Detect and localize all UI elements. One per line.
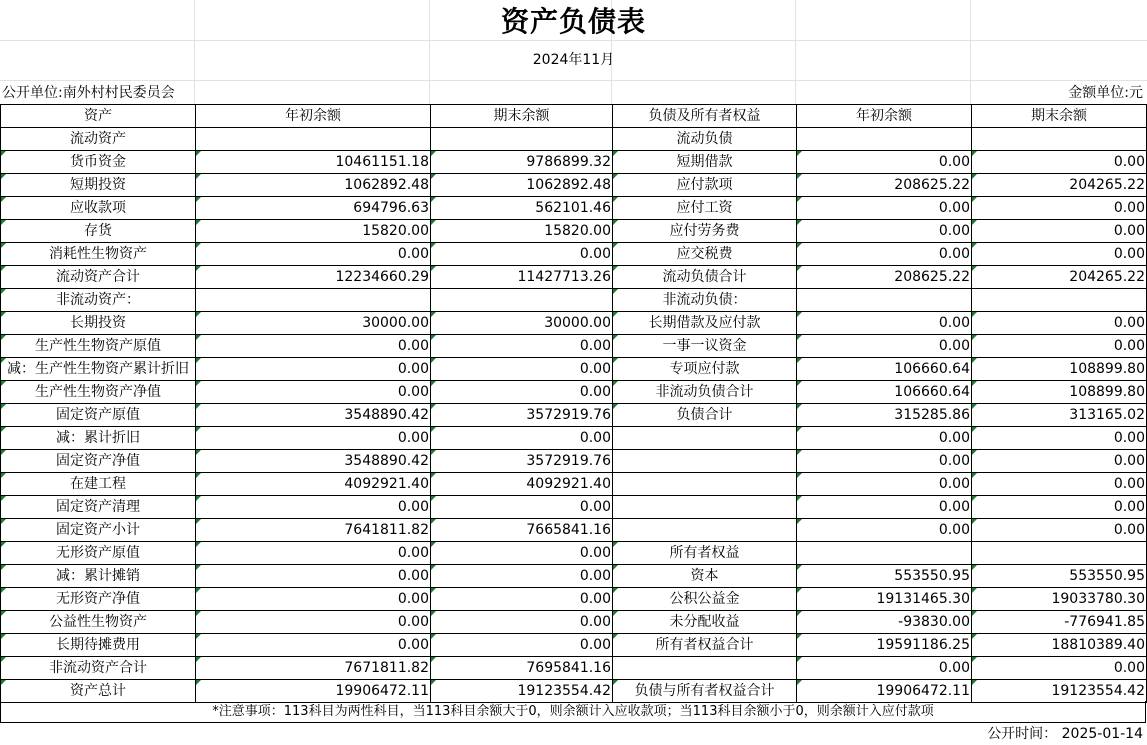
amount-cell[interactable]: 30000.00 [196, 312, 431, 335]
row-label-cell[interactable]: 减：累计摊销 [1, 565, 196, 588]
table-row [1, 519, 1147, 542]
row-label-cell[interactable]: 流动负债 [613, 128, 797, 151]
currency-unit: 金额单位:元 [1068, 85, 1143, 101]
amount-cell[interactable]: 0.00 [431, 565, 613, 588]
amount-cell[interactable]: 315285.86 [797, 404, 972, 427]
amount-cell[interactable]: 3572919.76 [431, 450, 613, 473]
row-label-cell[interactable]: 无形资产原值 [1, 542, 196, 565]
amount-cell[interactable]: 0.00 [972, 450, 1147, 473]
amount-cell[interactable]: 18810389.40 [972, 634, 1147, 657]
table-row [1, 197, 1147, 220]
row-label-cell[interactable]: 负债合计 [613, 404, 797, 427]
table-row [1, 542, 1147, 565]
amount-cell[interactable]: 0.00 [972, 657, 1147, 680]
row-label-cell[interactable] [613, 496, 797, 519]
row-label-cell[interactable] [613, 473, 797, 496]
row-label-cell[interactable]: 生产性生物资产净值 [1, 381, 196, 404]
amount-cell[interactable]: -93830.00 [797, 611, 972, 634]
row-label-cell[interactable]: 应付劳务费 [613, 220, 797, 243]
row-label-cell[interactable]: 固定资产原值 [1, 404, 196, 427]
amount-cell[interactable] [196, 289, 431, 312]
amount-cell[interactable]: 553550.95 [797, 565, 972, 588]
amount-cell[interactable] [431, 128, 613, 151]
amount-cell[interactable]: 106660.64 [797, 381, 972, 404]
amount-cell[interactable]: 0.00 [196, 358, 431, 381]
row-label-cell[interactable]: 存货 [1, 220, 196, 243]
amount-cell[interactable]: 108899.80 [972, 358, 1147, 381]
table-row [1, 450, 1147, 473]
amount-cell[interactable] [797, 289, 972, 312]
report-period: 2024年11月 [532, 52, 615, 68]
amount-cell[interactable]: 19906472.11 [797, 680, 972, 703]
amount-cell[interactable]: 0.00 [972, 220, 1147, 243]
amount-cell[interactable]: 3548890.42 [196, 404, 431, 427]
amount-cell[interactable]: 0.00 [972, 335, 1147, 358]
row-label-cell[interactable]: 一事一议资金 [613, 335, 797, 358]
amount-cell[interactable]: 0.00 [972, 473, 1147, 496]
table-row [1, 358, 1147, 381]
amount-cell[interactable]: 19123554.42 [431, 680, 613, 703]
column-header[interactable]: 年初余额 [797, 105, 972, 128]
table-row [1, 657, 1147, 680]
row-label-cell[interactable]: 流动资产合计 [1, 266, 196, 289]
amount-cell[interactable] [972, 128, 1147, 151]
amount-cell[interactable]: 4092921.40 [196, 473, 431, 496]
amount-cell[interactable]: 19906472.11 [196, 680, 431, 703]
table-row [1, 312, 1147, 335]
amount-cell[interactable]: 0.00 [972, 312, 1147, 335]
amount-cell[interactable]: 19131465.30 [797, 588, 972, 611]
amount-cell[interactable]: 0.00 [431, 496, 613, 519]
amount-cell[interactable]: 106660.64 [797, 358, 972, 381]
table-row [1, 588, 1147, 611]
row-label-cell[interactable]: 在建工程 [1, 473, 196, 496]
amount-cell[interactable]: 10461151.18 [196, 151, 431, 174]
row-label-cell[interactable]: 生产性生物资产原值 [1, 335, 196, 358]
amount-cell[interactable]: 108899.80 [972, 381, 1147, 404]
amount-cell[interactable]: 1062892.48 [431, 174, 613, 197]
amount-cell[interactable]: 553550.95 [972, 565, 1147, 588]
table-row [1, 151, 1147, 174]
amount-cell[interactable]: -776941.85 [972, 611, 1147, 634]
table-row [1, 220, 1147, 243]
amount-cell[interactable]: 0.00 [797, 496, 972, 519]
amount-cell[interactable]: 0.00 [797, 197, 972, 220]
amount-cell[interactable]: 19591186.25 [797, 634, 972, 657]
amount-cell[interactable]: 0.00 [972, 496, 1147, 519]
footnote: *注意事项：113科目为两性科目，当113科目余额大于0，则余额计入应收款项；当113科目余额小于0，则余额计入应付款项 [0, 701, 1146, 723]
row-label-cell[interactable]: 资本 [613, 565, 797, 588]
row-label-cell[interactable]: 非流动负债： [613, 289, 797, 312]
row-label-cell[interactable]: 减：生产性生物资产累计折旧 [1, 358, 196, 381]
amount-cell[interactable]: 0.00 [196, 427, 431, 450]
amount-cell[interactable] [972, 542, 1147, 565]
table-row [1, 427, 1147, 450]
amount-cell[interactable]: 3572919.76 [431, 404, 613, 427]
row-label-cell[interactable]: 资产总计 [1, 680, 196, 703]
row-label-cell[interactable]: 流动负债合计 [613, 266, 797, 289]
amount-cell[interactable]: 7665841.16 [431, 519, 613, 542]
row-label-cell[interactable]: 公积公益金 [613, 588, 797, 611]
amount-cell[interactable]: 0.00 [797, 243, 972, 266]
amount-cell[interactable]: 0.00 [196, 588, 431, 611]
table-row [1, 565, 1147, 588]
amount-cell[interactable]: 3548890.42 [196, 450, 431, 473]
table-row [1, 496, 1147, 519]
amount-cell[interactable]: 15820.00 [196, 220, 431, 243]
amount-cell[interactable]: 19123554.42 [972, 680, 1147, 703]
table-row [1, 381, 1147, 404]
row-label-cell[interactable] [613, 427, 797, 450]
amount-cell[interactable]: 7695841.16 [431, 657, 613, 680]
amount-cell[interactable]: 208625.22 [797, 174, 972, 197]
amount-cell[interactable]: 313165.02 [972, 404, 1147, 427]
amount-cell[interactable]: 0.00 [196, 496, 431, 519]
row-label-cell[interactable]: 应交税费 [613, 243, 797, 266]
amount-cell[interactable]: 208625.22 [797, 266, 972, 289]
amount-cell[interactable]: 0.00 [431, 381, 613, 404]
column-header[interactable]: 期末余额 [972, 105, 1147, 128]
amount-cell[interactable]: 694796.63 [196, 197, 431, 220]
amount-cell[interactable]: 0.00 [196, 335, 431, 358]
amount-cell[interactable]: 0.00 [196, 243, 431, 266]
row-label-cell[interactable]: 非流动资产合计 [1, 657, 196, 680]
amount-cell[interactable]: 0.00 [797, 427, 972, 450]
amount-cell[interactable]: 0.00 [196, 611, 431, 634]
row-label-cell[interactable]: 无形资产净值 [1, 588, 196, 611]
row-label-cell[interactable] [613, 519, 797, 542]
table-row [1, 473, 1147, 496]
amount-cell[interactable]: 0.00 [797, 657, 972, 680]
amount-cell[interactable]: 0.00 [431, 542, 613, 565]
row-label-cell[interactable]: 流动资产 [1, 128, 196, 151]
amount-cell[interactable]: 0.00 [972, 243, 1147, 266]
amount-cell[interactable] [797, 128, 972, 151]
table-row [1, 266, 1147, 289]
row-label-cell[interactable]: 非流动负债合计 [613, 381, 797, 404]
row-label-cell[interactable]: 短期借款 [613, 151, 797, 174]
column-header[interactable]: 负债及所有者权益 [613, 105, 797, 128]
row-label-cell[interactable]: 负债与所有者权益合计 [613, 680, 797, 703]
row-label-cell[interactable]: 消耗性生物资产 [1, 243, 196, 266]
table-row [1, 174, 1147, 197]
amount-cell[interactable]: 0.00 [431, 611, 613, 634]
row-label-cell[interactable]: 所有者权益 [613, 542, 797, 565]
amount-cell[interactable]: 0.00 [797, 335, 972, 358]
row-label-cell[interactable]: 所有者权益合计 [613, 634, 797, 657]
amount-cell[interactable]: 0.00 [797, 519, 972, 542]
amount-cell[interactable]: 4092921.40 [431, 473, 613, 496]
table-row [1, 404, 1147, 427]
amount-cell[interactable]: 0.00 [797, 220, 972, 243]
row-label-cell[interactable]: 长期投资 [1, 312, 196, 335]
amount-cell[interactable]: 0.00 [196, 381, 431, 404]
table-row [1, 611, 1147, 634]
row-label-cell[interactable]: 固定资产清理 [1, 496, 196, 519]
row-label-cell[interactable]: 公益性生物资产 [1, 611, 196, 634]
amount-cell[interactable] [797, 542, 972, 565]
amount-cell[interactable]: 9786899.32 [431, 151, 613, 174]
table-row [1, 680, 1147, 703]
amount-cell[interactable]: 0.00 [431, 634, 613, 657]
amount-cell[interactable]: 0.00 [797, 473, 972, 496]
row-label-cell[interactable]: 专项应付款 [613, 358, 797, 381]
amount-cell[interactable]: 7641811.82 [196, 519, 431, 542]
amount-cell[interactable]: 11427713.26 [431, 266, 613, 289]
amount-cell[interactable]: 0.00 [431, 358, 613, 381]
row-label-cell[interactable]: 短期投资 [1, 174, 196, 197]
row-label-cell[interactable]: 减：累计折旧 [1, 427, 196, 450]
amount-cell[interactable]: 204265.22 [972, 266, 1147, 289]
table-row [1, 128, 1147, 151]
amount-cell[interactable]: 7671811.82 [196, 657, 431, 680]
column-header[interactable]: 期末余额 [431, 105, 613, 128]
amount-cell[interactable]: 0.00 [196, 542, 431, 565]
amount-cell[interactable]: 0.00 [431, 243, 613, 266]
row-label-cell[interactable]: 未分配收益 [613, 611, 797, 634]
row-label-cell[interactable] [613, 450, 797, 473]
gridline [0, 80, 1147, 81]
amount-cell[interactable]: 0.00 [972, 427, 1147, 450]
amount-cell[interactable]: 19033780.30 [972, 588, 1147, 611]
row-label-cell[interactable]: 货币资金 [1, 151, 196, 174]
report-title: 资产负债表 [500, 5, 646, 38]
row-label-cell[interactable]: 固定资产净值 [1, 450, 196, 473]
amount-cell[interactable] [431, 289, 613, 312]
amount-cell[interactable]: 12234660.29 [196, 266, 431, 289]
amount-cell[interactable]: 0.00 [972, 519, 1147, 542]
balance-sheet-table [0, 104, 1147, 703]
publish-time: 公开时间： 2025-01-14 [987, 726, 1143, 742]
table-row [1, 634, 1147, 657]
amount-cell[interactable]: 0.00 [797, 312, 972, 335]
header-row [1, 105, 1147, 128]
amount-cell[interactable]: 0.00 [196, 634, 431, 657]
row-label-cell[interactable]: 固定资产小计 [1, 519, 196, 542]
amount-cell[interactable]: 204265.22 [972, 174, 1147, 197]
amount-cell[interactable]: 0.00 [797, 151, 972, 174]
amount-cell[interactable]: 0.00 [972, 197, 1147, 220]
row-label-cell[interactable]: 非流动资产： [1, 289, 196, 312]
amount-cell[interactable]: 0.00 [431, 427, 613, 450]
row-label-cell[interactable]: 应收款项 [1, 197, 196, 220]
amount-cell[interactable]: 15820.00 [431, 220, 613, 243]
table-row [1, 243, 1147, 266]
amount-cell[interactable]: 0.00 [196, 565, 431, 588]
row-label-cell[interactable]: 应付工资 [613, 197, 797, 220]
amount-cell[interactable]: 0.00 [972, 151, 1147, 174]
row-label-cell[interactable]: 长期借款及应付款 [613, 312, 797, 335]
table-row [1, 335, 1147, 358]
amount-cell[interactable]: 30000.00 [431, 312, 613, 335]
table-row [1, 289, 1147, 312]
amount-cell[interactable]: 0.00 [797, 450, 972, 473]
row-label-cell[interactable] [613, 657, 797, 680]
amount-cell[interactable] [196, 128, 431, 151]
reporting-unit: 公开单位:南外村村民委员会 [2, 85, 175, 101]
amount-cell[interactable]: 0.00 [431, 588, 613, 611]
row-label-cell[interactable]: 长期待摊费用 [1, 634, 196, 657]
column-header[interactable]: 年初余额 [196, 105, 431, 128]
amount-cell[interactable]: 562101.46 [431, 197, 613, 220]
column-header[interactable]: 资产 [1, 105, 196, 128]
amount-cell[interactable]: 0.00 [431, 335, 613, 358]
row-label-cell[interactable]: 应付款项 [613, 174, 797, 197]
amount-cell[interactable] [972, 289, 1147, 312]
amount-cell[interactable]: 1062892.48 [196, 174, 431, 197]
